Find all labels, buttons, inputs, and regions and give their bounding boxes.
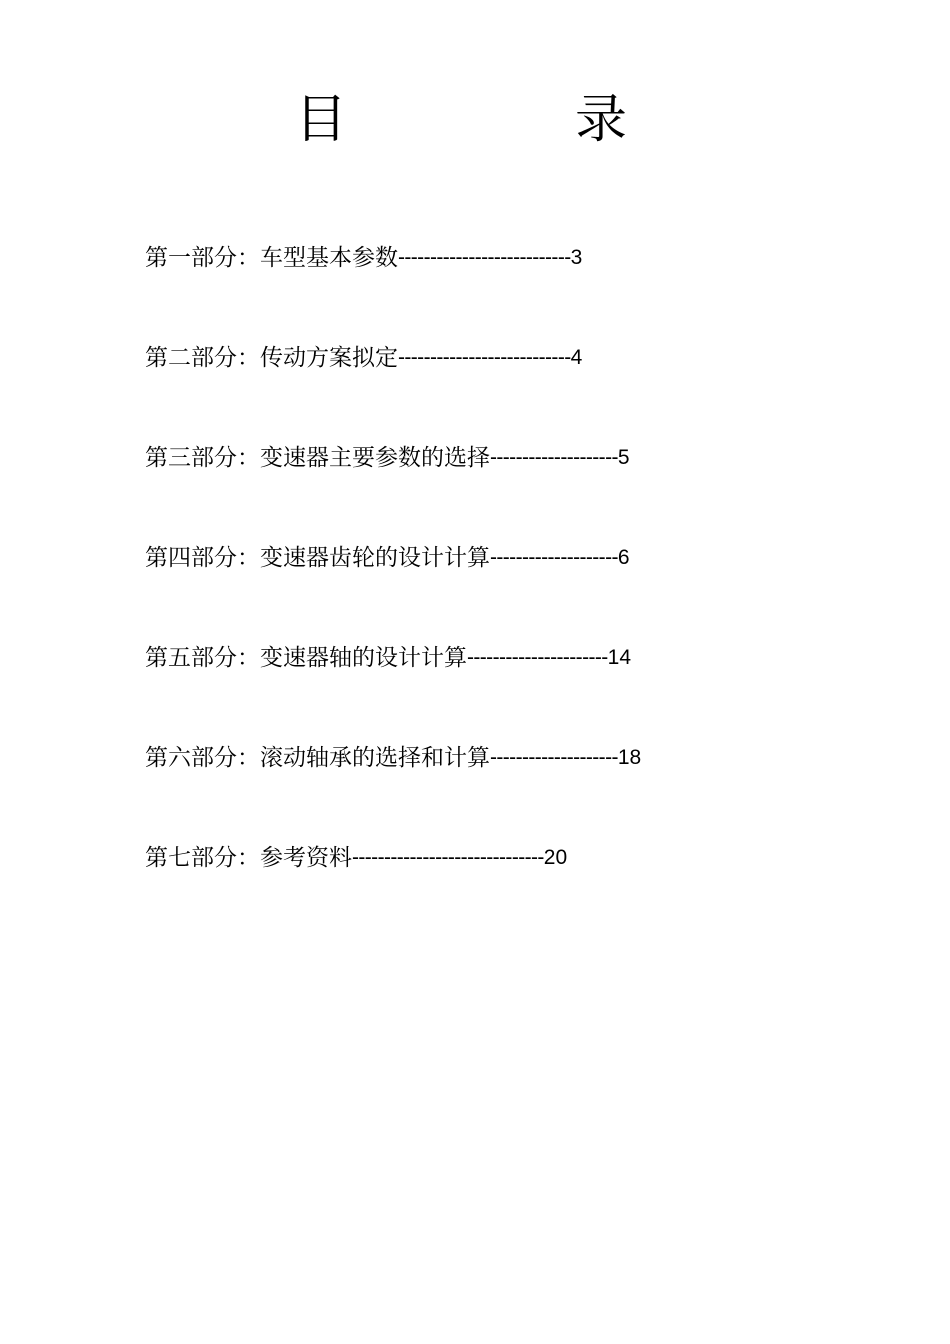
toc-entry-leader: -------------------- <box>490 746 618 769</box>
toc-entry-leader: --------------------------- <box>398 346 571 369</box>
toc-entry-leader: -------------------- <box>490 446 618 469</box>
toc-entry-leader: ------------------------------ <box>352 846 544 869</box>
toc-entry-2[interactable] <box>145 338 905 438</box>
toc-entry-5[interactable] <box>145 638 905 738</box>
toc-entry-leader: ---------------------- <box>467 646 608 669</box>
toc-entry-page-number: 6 <box>617 546 630 569</box>
toc-entry-page-number: 3 <box>570 246 583 269</box>
toc-entry-page-number: 14 <box>607 646 632 669</box>
toc-entry-1[interactable] <box>145 238 905 338</box>
toc-entry-label: 第五部分：变速器轴的设计计算 <box>145 645 467 671</box>
toc-entry-label: 第三部分：变速器主要参数的选择 <box>145 445 490 471</box>
toc-entry-label: 第六部分：滚动轴承的选择和计算 <box>145 745 490 771</box>
toc-entry-page-number: 20 <box>543 846 568 869</box>
toc-title-char-2: 录 <box>575 90 628 150</box>
toc-title-char-1: 目 <box>295 90 348 150</box>
toc-entry-7[interactable] <box>145 838 905 938</box>
toc-entry-page-number: 18 <box>617 746 642 769</box>
toc-entry-3[interactable] <box>145 438 905 538</box>
table-of-contents <box>145 238 905 938</box>
toc-entry-4[interactable] <box>145 538 905 638</box>
toc-entry-leader: --------------------------- <box>398 246 571 269</box>
toc-entry-leader: -------------------- <box>490 546 618 569</box>
toc-entry-page-number: 5 <box>617 446 630 469</box>
toc-entry-label: 第二部分：传动方案拟定 <box>145 345 398 371</box>
toc-entry-page-number: 4 <box>570 346 583 369</box>
toc-entry-label: 第四部分：变速器齿轮的设计计算 <box>145 545 490 571</box>
toc-entry-6[interactable] <box>145 738 905 838</box>
toc-entry-label: 第七部分：参考资料 <box>145 845 352 871</box>
toc-entry-label: 第一部分：车型基本参数 <box>145 245 398 271</box>
